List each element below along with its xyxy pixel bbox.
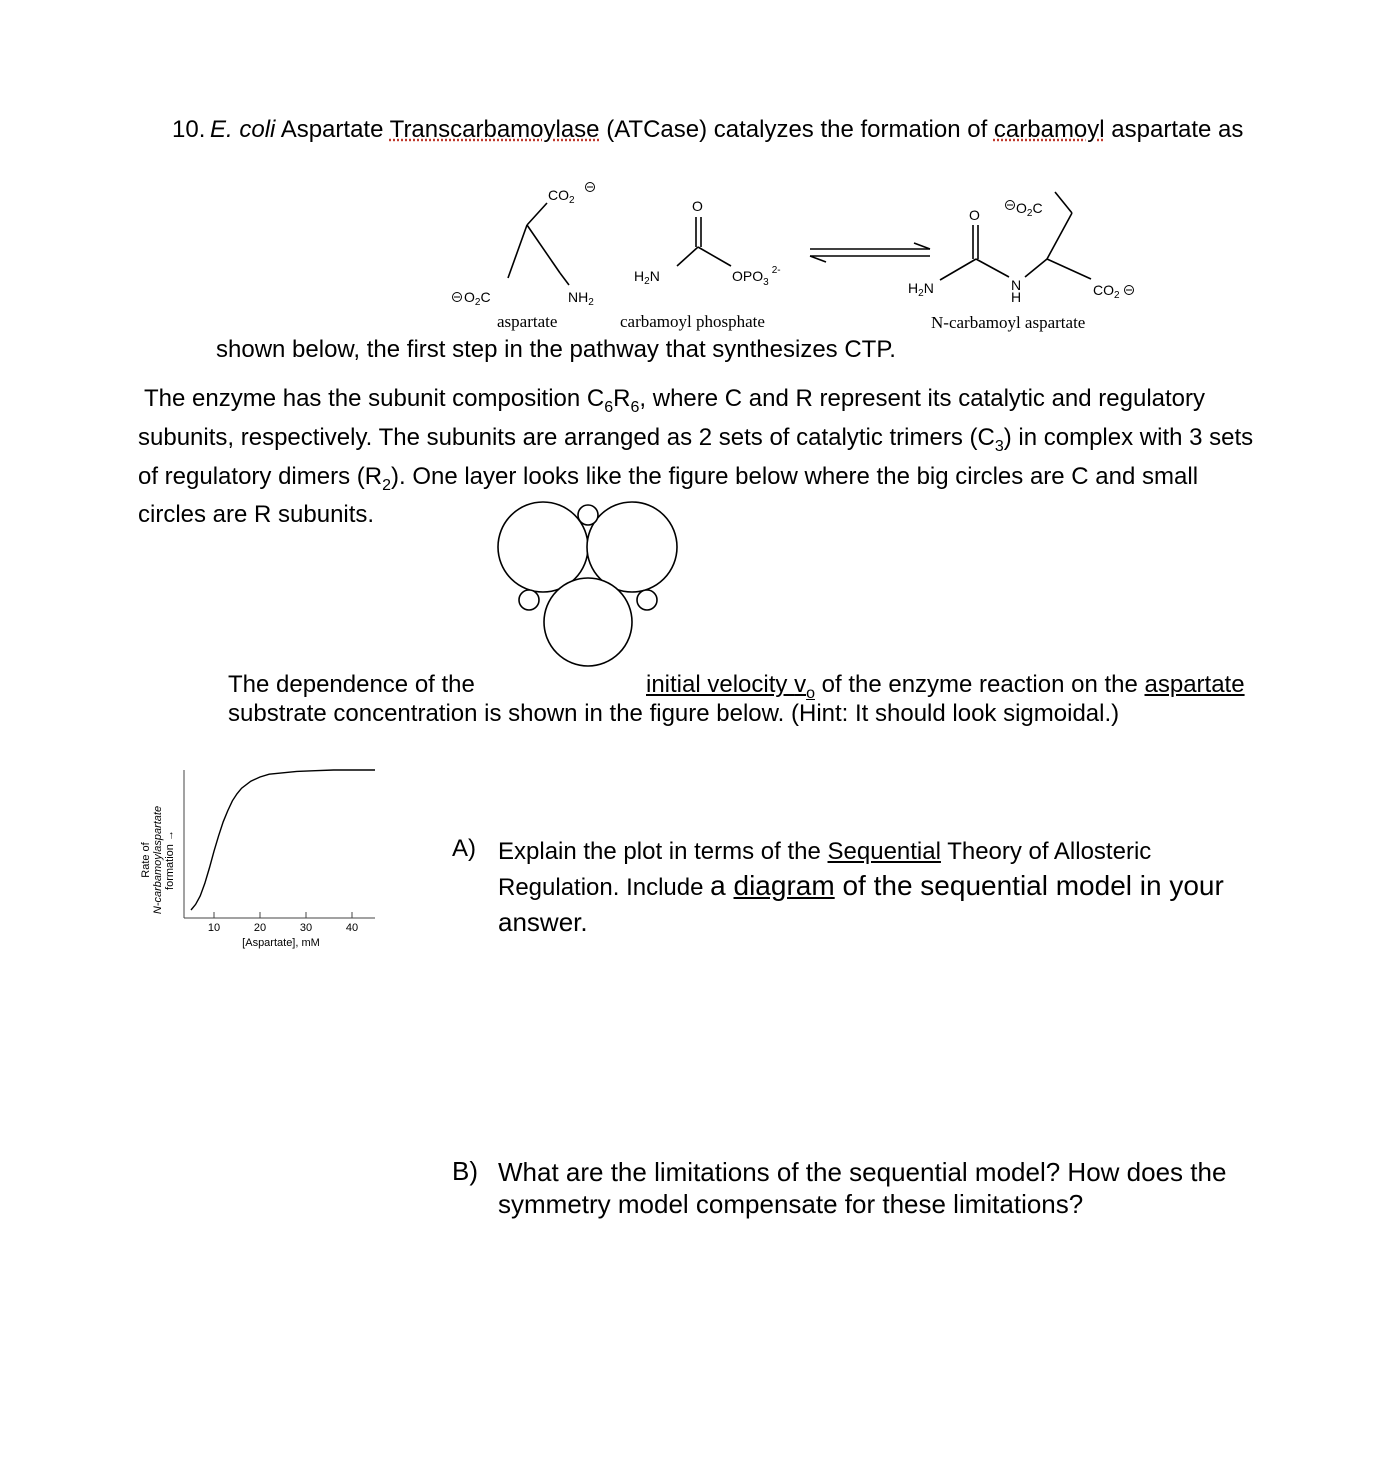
atom-co2-top: $CO_2$ (548, 187, 575, 206)
question-10-line: 10. E. coli Aspartate Transcarbamoylase (ATCase) catalyzes the formation of carbamoyl aspartate as (172, 116, 1244, 143)
regulatory-subunit-right (637, 590, 657, 610)
x-tick-label: 10 (207, 922, 221, 934)
atom-h2n-cp: $H_2N$ (634, 268, 660, 287)
rate-chart (135, 760, 395, 960)
x-tick-label: 40 (345, 922, 359, 934)
reaction-scheme (440, 165, 1140, 340)
word-carbamoyl: carbamoyl (993, 116, 1105, 143)
para-line-3: of regulatory dimers $(R_2)$. One layer looks like the figure below where the big circles are C and small (138, 462, 1199, 494)
x-axis-label: [Aspartate], mM (242, 937, 320, 949)
catalytic-subunit-bottom (544, 578, 632, 666)
shown-below-line: shown below, the first step in the pathway that synthesizes CTP. (216, 336, 896, 363)
catalytic-subunit-left (498, 502, 588, 592)
question-number: 10. (172, 116, 206, 143)
question-a-body: Explain the plot in terms of the Sequential Theory of Allosteric Regulation. Include a diagram of the sequential model in your answer. (498, 838, 1224, 937)
atom-o2c-left: $O_2C$ (464, 289, 491, 308)
y-axis-label (140, 806, 176, 914)
para-line-1: The enzyme has the subunit composition $C_6R_6$, where C and R represent its catalytic and regulatory (144, 385, 1206, 416)
atom-o2c-prod: $O_2C$ (1016, 200, 1043, 219)
regulatory-subunit-top (578, 505, 598, 525)
question-b-label: B) (452, 1156, 478, 1186)
x-tick-label: 30 (299, 922, 313, 934)
atom-o-prod: O (969, 207, 980, 223)
atom-opo3: $OPO_3^{2-}$ (732, 265, 781, 288)
y-label-line-1: Rate of (140, 842, 152, 878)
atom-n-prod: N (1011, 277, 1022, 293)
x-tick-label: 20 (253, 922, 267, 934)
question-a-label: A) (452, 835, 476, 862)
subunit-figure (490, 498, 690, 668)
question-b-body: What are the limitations of the sequential model? How does the symmetry model compensate for these limitations? (498, 1157, 1227, 1219)
dependence-line-1b: initial velocity $v_o$ of the enzyme reaction on the aspartate (646, 671, 1245, 702)
catalytic-subunit-right (587, 502, 677, 592)
word-transcarbamoylase: Transcarbamoylase (389, 116, 600, 143)
y-label-line-3: formation → (164, 830, 176, 890)
dependence-line-2: substrate concentration is shown in the figure below. (Hint: It should look sigmoidal.) (228, 700, 1120, 727)
atom-nh2: $NH_2$ (568, 289, 594, 308)
subunit-paragraph (138, 384, 1328, 530)
dependence-line-1a: The dependence of the (228, 671, 475, 698)
para-line-4: circles are R subunits. (138, 501, 375, 529)
atom-h-prod: H (1011, 289, 1022, 305)
rate-curve (191, 770, 375, 910)
regulatory-subunit-left (519, 590, 539, 610)
organism-name: E. coli (210, 116, 276, 143)
label-aspartate: aspartate (497, 312, 558, 331)
atom-o-cp: O (692, 198, 703, 214)
label-carbamoyl-phosphate: carbamoyl phosphate (620, 312, 765, 331)
para-line-2: subunits, respectively. The subunits are arranged as 2 sets of catalytic trimers $(C_3)$ in complex with 3 sets (138, 423, 1254, 455)
atom-co2-prod: $CO_2$ (1093, 282, 1120, 301)
label-n-carbamoyl-aspartate: N-carbamoyl aspartate (931, 313, 1086, 332)
y-label-line-2: N-carbamoylaspartate (152, 805, 164, 915)
atom-h2n-prod: $H_2N$ (908, 280, 934, 299)
